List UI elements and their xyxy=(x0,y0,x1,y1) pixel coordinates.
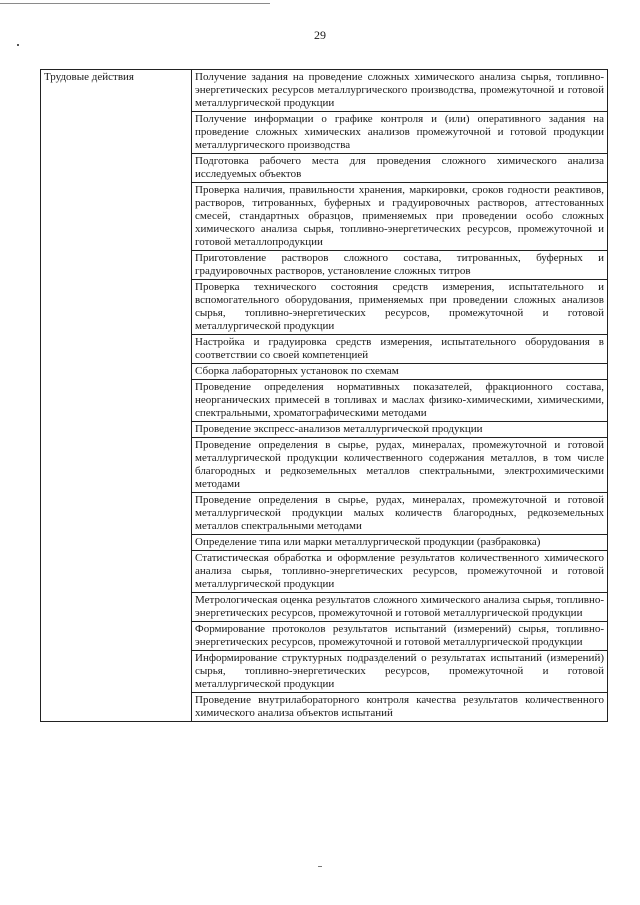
labor-action-item: Информирование структурных подразделений о результатах испытаний (измерений) сырья, топливно-энергетических ресурсов, промежуточной и готовой металлургической продукции xyxy=(192,651,608,693)
labor-action-item: Проведение определения нормативных показателей, фракционного состава, неорганических примесей в топливах и маслах физико-химическими, химическими, спектральными, хроматографическими методами xyxy=(192,380,608,422)
labor-action-item: Проведение внутрилабораторного контроля качества результатов количественного химического анализа объектов испытаний xyxy=(192,693,608,722)
labor-action-item: Статистическая обработка и оформление результатов количественного химического анализа сырья, топливно-энергетических ресурсов, промежуточной и готовой металлургической продукции xyxy=(192,551,608,593)
labor-action-item: Получение задания на проведение сложных химического анализа сырья, топливно-энергетических ресурсов металлургического производства, промежуточной и готовой металлургической продукции xyxy=(192,70,608,112)
labor-action-item: Получение информации о графике контроля и (или) оперативного задания на проведение сложных химических анализов промежуточной и готовой продукции металлургического производства xyxy=(192,112,608,154)
labor-action-item: Настройка и градуировка средств измерения, испытательного оборудования в соответствии со своей компетенцией xyxy=(192,335,608,364)
labor-action-item: Проведение экспресс-анализов металлургической продукции xyxy=(192,422,608,438)
labor-action-item: Проведение определения в сырье, рудах, минералах, промежуточной и готовой металлургической продукции количественного содержания металлов, в том числе благородных и редкоземельных металлов спектральными, электрохимическими методами xyxy=(192,438,608,493)
page-number: 29 xyxy=(314,28,326,42)
labor-action-item: Подготовка рабочего места для проведения сложного химического анализа исследуемых объектов xyxy=(192,154,608,183)
scan-artifact-dot xyxy=(17,44,19,46)
labor-action-item: Проверка наличия, правильности хранения, маркировки, сроков годности реактивов, растворов, титрованных, буферных и градуировочных растворов, аттестованных смесей, стандартных образцов, применяемых при проведении особо сложных химического анализа сырья, топливно-энергетических ресурсов, промежуточной и готовой металлопродукции xyxy=(192,183,608,251)
labor-action-item: Определение типа или марки металлургической продукции (разбраковка) xyxy=(192,535,608,551)
scan-artifact-footer-mark xyxy=(318,866,322,867)
labor-action-item: Сборка лабораторных установок по схемам xyxy=(192,364,608,380)
table-row xyxy=(41,70,608,112)
row-label-cell: Трудовые действия xyxy=(41,70,192,722)
labor-actions-table-wrapper xyxy=(40,69,608,722)
labor-actions-table xyxy=(40,69,608,722)
labor-action-item: Проведение определения в сырье, рудах, минералах, промежуточной и готовой металлургической продукции малых количеств благородных, редкоземельных металлов спектральными методами xyxy=(192,493,608,535)
labor-action-item: Метрологическая оценка результатов сложного химического анализа сырья, топливно-энергетических ресурсов, промежуточной и готовой металлургической продукции xyxy=(192,593,608,622)
scan-artifact-line xyxy=(0,3,270,4)
labor-action-item: Формирование протоколов результатов испытаний (измерений) сырья, топливно-энергетических ресурсов, промежуточной и готовой металлургической продукции xyxy=(192,622,608,651)
labor-action-item: Проверка технического состояния средств измерения, испытательного и вспомогательного оборудования, применяемых при проведении сложных анализов сырья, топливно-энергетических ресурсов, промежуточной и готовой металлургической продукции xyxy=(192,280,608,335)
labor-action-item: Приготовление растворов сложного состава, титрованных, буферных и градуировочных растворов, установление сложных титров xyxy=(192,251,608,280)
